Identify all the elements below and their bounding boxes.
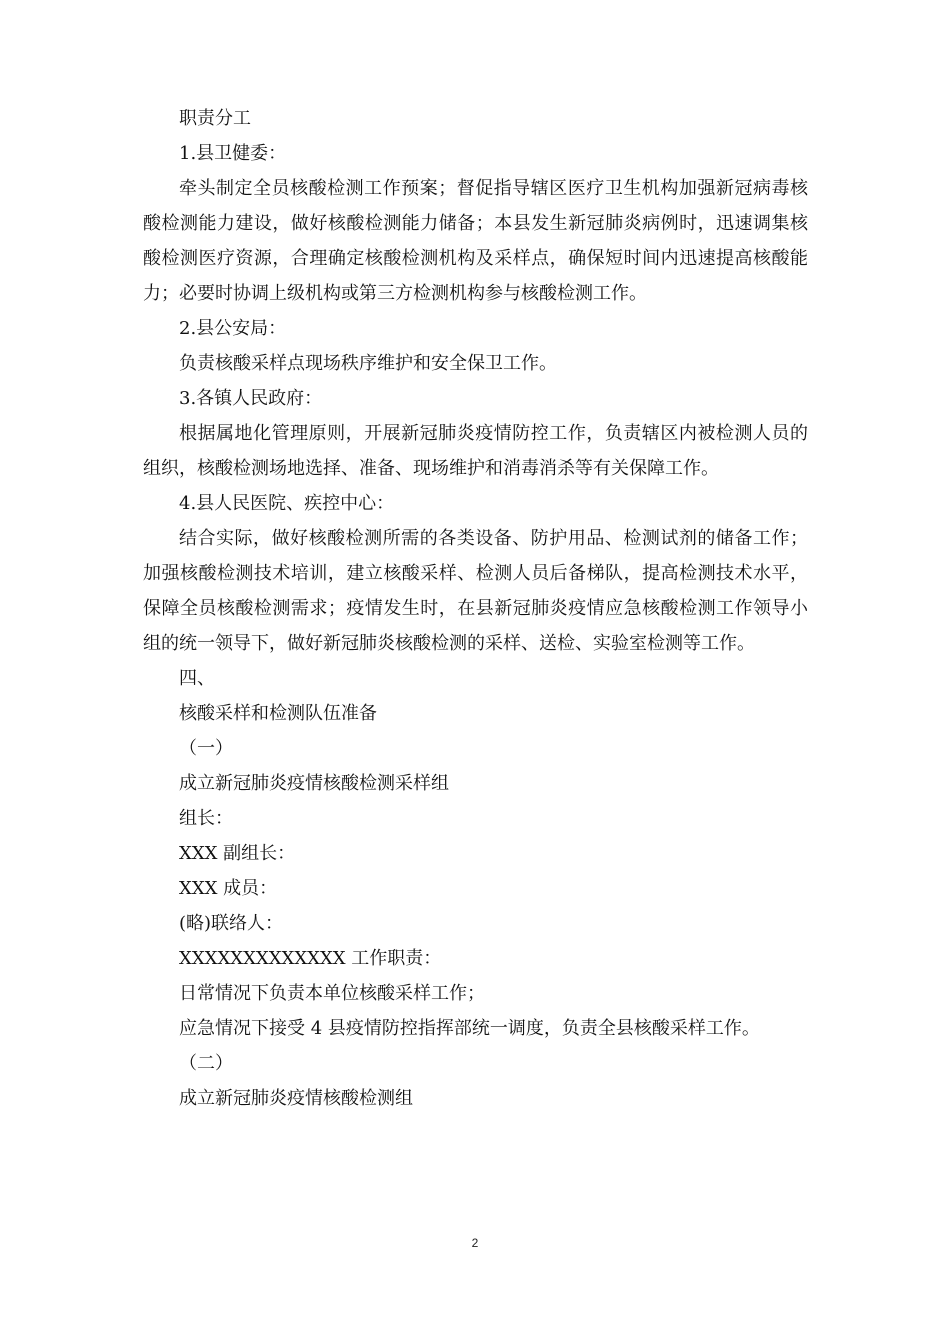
subsection-heading: 成立新冠肺炎疫情核酸检测组 (179, 1088, 413, 1109)
section-heading: 核酸采样和检测队伍准备 (179, 703, 377, 724)
body-paragraph: 根据属地化管理原则，开展新冠肺炎疫情防控工作，负责辖区内被检测人员的组织，核酸检测场地选择、准备、现场维护和消毒消杀等有关保障工作。 (143, 423, 808, 479)
subsection-number: （二） (179, 1053, 233, 1074)
subsection-number: （一） (179, 738, 233, 759)
body-line: XXXXXXXXXXXXX 工作职责： (179, 948, 442, 969)
body-line: XXX 副组长： (179, 843, 296, 864)
item-heading: 4.县人民医院、疾控中心： (179, 493, 395, 514)
body-paragraph: 结合实际，做好核酸检测所需的各类设备、防护用品、检测试剂的储备工作；加强核酸检测技术培训，建立核酸采样、检测人员后备梯队，提高检测技术水平，保障全员核酸检测需求；疫情发生时，在县新冠肺炎疫情应急核酸检测工作领导小组的统一领导下，做好新冠肺炎核酸检测的采样、送检、实验室检测等工作。 (143, 528, 808, 654)
item-heading: 2.县公安局： (179, 318, 287, 339)
body-line: (略)联络人： (179, 913, 284, 934)
section-heading: 职责分工 (179, 108, 251, 129)
item-heading: 1.县卫健委： (179, 143, 287, 164)
body-line: 日常情况下负责本单位核酸采样工作； (179, 983, 485, 1004)
body-line: 应急情况下接受 4 县疫情防控指挥部统一调度，负责全县核酸采样工作。 (179, 1018, 760, 1039)
section-number: 四、 (179, 668, 215, 689)
body-paragraph: 牵头制定全员核酸检测工作预案；督促指导辖区医疗卫生机构加强新冠病毒核酸检测能力建设，做好核酸检测能力储备；本县发生新冠肺炎病例时，迅速调集核酸检测医疗资源，合理确定核酸检测机构及采样点，确保短时间内迅速提高核酸能力；必要时协调上级机构或第三方检测机构参与核酸检测工作。 (143, 178, 808, 304)
document-body (143, 101, 808, 1116)
page-number: 2 (471, 1236, 479, 1250)
body-line: 负责核酸采样点现场秩序维护和安全保卫工作。 (179, 353, 557, 374)
body-line: XXX 成员： (179, 878, 278, 899)
subsection-heading: 成立新冠肺炎疫情核酸检测采样组 (179, 773, 449, 794)
item-heading: 3.各镇人民政府： (179, 388, 323, 409)
body-line: 组长： (179, 808, 233, 829)
